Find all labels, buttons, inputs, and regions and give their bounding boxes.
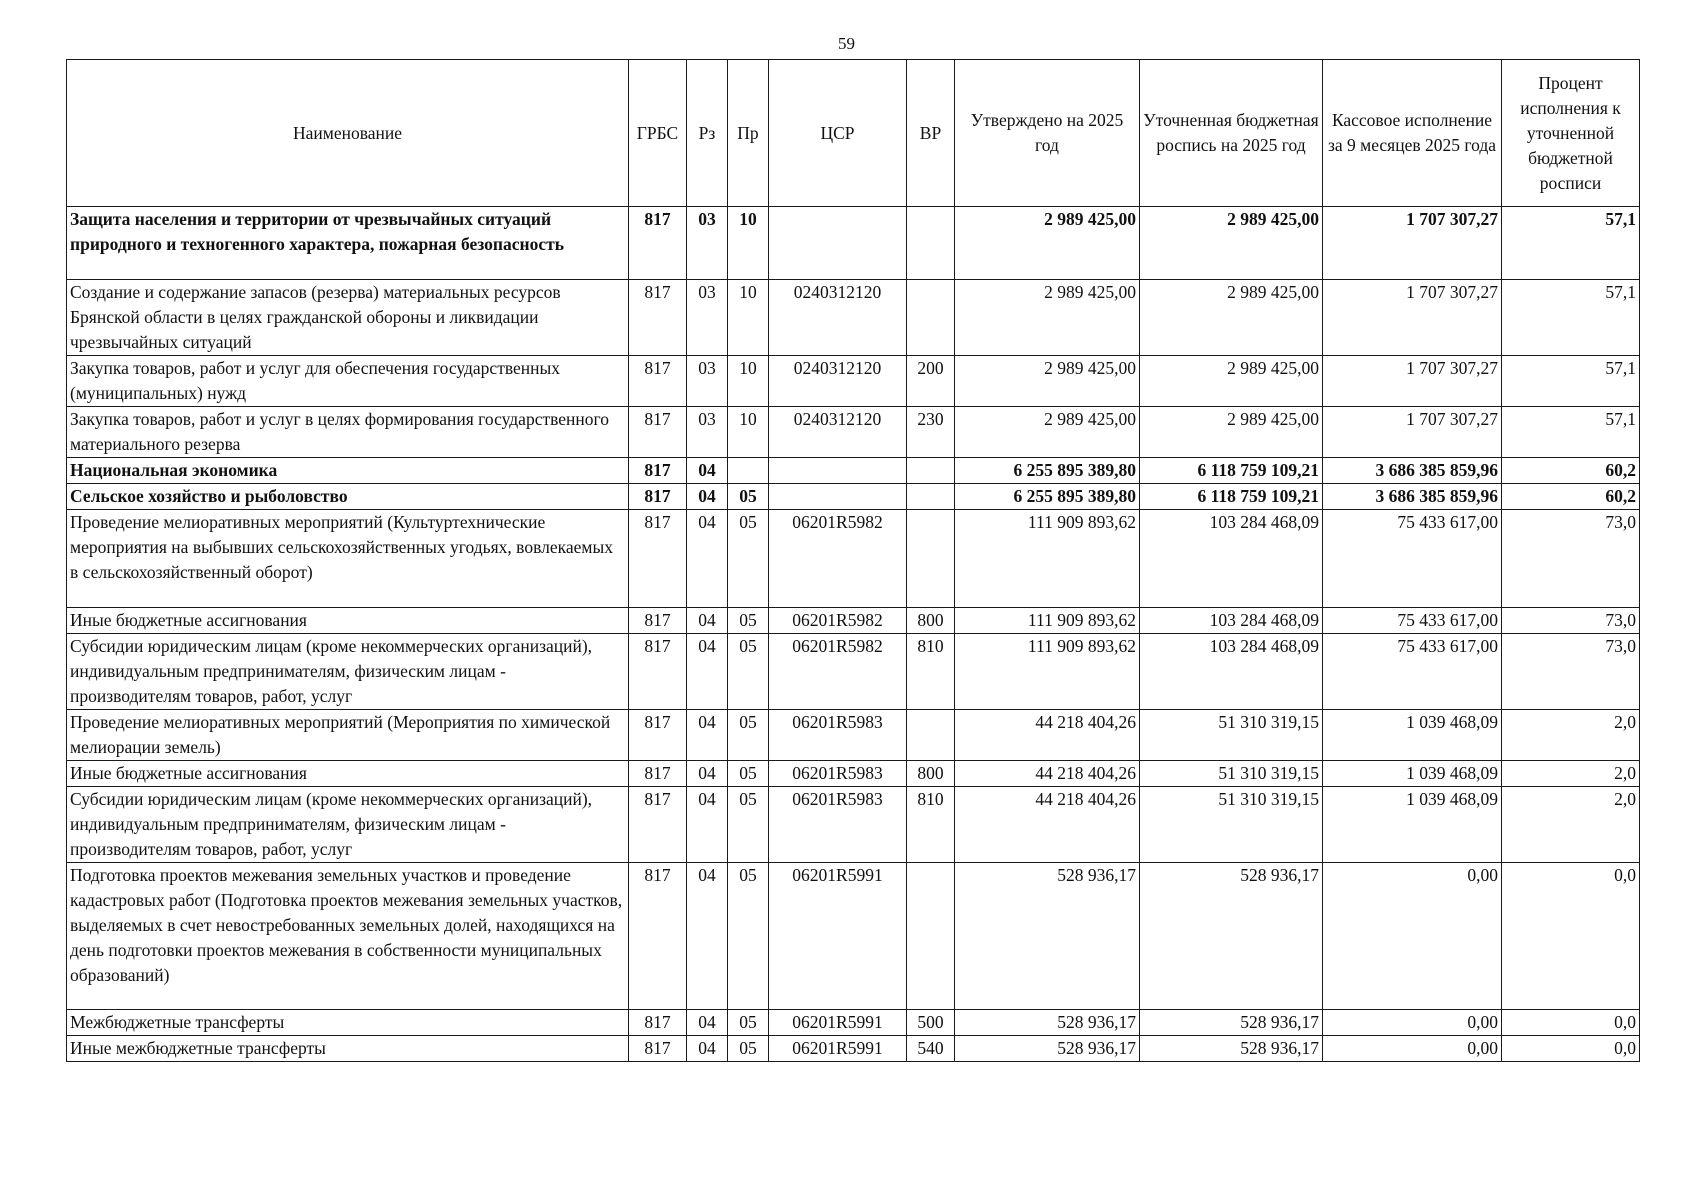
- row-percent: 2,0: [1502, 710, 1640, 761]
- row-csr: 06201R5991: [769, 1010, 907, 1036]
- row-refined: 2 989 425,00: [1140, 280, 1323, 356]
- row-pr: 05: [728, 761, 769, 787]
- row-cash: 75 433 617,00: [1323, 634, 1502, 710]
- row-cash: 75 433 617,00: [1323, 608, 1502, 634]
- row-vr: [907, 710, 955, 761]
- row-grbs: 817: [629, 510, 687, 608]
- row-percent: 57,1: [1502, 407, 1640, 458]
- row-pr: 10: [728, 407, 769, 458]
- row-grbs: 817: [629, 787, 687, 863]
- row-csr: 06201R5982: [769, 510, 907, 608]
- row-pr: 05: [728, 863, 769, 1010]
- row-grbs: 817: [629, 1010, 687, 1036]
- row-grbs: 817: [629, 863, 687, 1010]
- row-percent: 0,0: [1502, 1010, 1640, 1036]
- row-percent: 0,0: [1502, 1036, 1640, 1062]
- row-csr: 06201R5983: [769, 787, 907, 863]
- header-pr: Пр: [728, 60, 769, 207]
- row-vr: [907, 863, 955, 1010]
- row-refined: 6 118 759 109,21: [1140, 458, 1323, 484]
- row-refined: 51 310 319,15: [1140, 710, 1323, 761]
- row-approved: 111 909 893,62: [955, 510, 1140, 608]
- row-cash: 1 707 307,27: [1323, 207, 1502, 280]
- table-row: [67, 207, 1640, 280]
- row-pr: 05: [728, 608, 769, 634]
- row-refined: 2 989 425,00: [1140, 207, 1323, 280]
- table-row: [67, 761, 1640, 787]
- row-grbs: 817: [629, 634, 687, 710]
- row-vr: 500: [907, 1010, 955, 1036]
- header-percent: Процент исполнения к уточненной бюджетной росписи: [1502, 60, 1640, 207]
- row-rz: 03: [687, 280, 728, 356]
- row-cash: 0,00: [1323, 1010, 1502, 1036]
- row-rz: 04: [687, 608, 728, 634]
- table-row: [67, 510, 1640, 608]
- row-rz: 04: [687, 1036, 728, 1062]
- row-approved: 2 989 425,00: [955, 407, 1140, 458]
- row-rz: 04: [687, 1010, 728, 1036]
- row-grbs: 817: [629, 407, 687, 458]
- row-csr: 06201R5991: [769, 1036, 907, 1062]
- row-rz: 03: [687, 407, 728, 458]
- row-vr: 540: [907, 1036, 955, 1062]
- header-approved: Утверждено на 2025 год: [955, 60, 1140, 207]
- table-row: [67, 634, 1640, 710]
- row-pr: 05: [728, 1036, 769, 1062]
- header-name: Наименование: [67, 60, 629, 207]
- row-percent: 57,1: [1502, 280, 1640, 356]
- row-grbs: 817: [629, 356, 687, 407]
- row-cash: 3 686 385 859,96: [1323, 458, 1502, 484]
- row-approved: 111 909 893,62: [955, 634, 1140, 710]
- row-name: Защита населения и территории от чрезвычайных ситуаций природного и техногенного характера, пожарная безопасность: [67, 207, 629, 280]
- header-vr: ВР: [907, 60, 955, 207]
- header-row: [67, 60, 1640, 207]
- row-csr: 06201R5983: [769, 710, 907, 761]
- budget-table: [66, 59, 1640, 1062]
- row-rz: 04: [687, 634, 728, 710]
- row-name: Закупка товаров, работ и услуг для обеспечения государственных (муниципальных) нужд: [67, 356, 629, 407]
- row-rz: 04: [687, 710, 728, 761]
- row-vr: 230: [907, 407, 955, 458]
- row-percent: 60,2: [1502, 484, 1640, 510]
- row-refined: 2 989 425,00: [1140, 356, 1323, 407]
- row-name: Проведение мелиоративных мероприятий (Мероприятия по химической мелиорации земель): [67, 710, 629, 761]
- row-vr: 200: [907, 356, 955, 407]
- row-name: Межбюджетные трансферты: [67, 1010, 629, 1036]
- row-vr: 810: [907, 787, 955, 863]
- row-refined: 103 284 468,09: [1140, 608, 1323, 634]
- row-name: Проведение мелиоративных мероприятий (Культуртехнические мероприятия на выбывших сельскохозяйственных угодьях, вовлекаемых в сельскохозяйственный оборот): [67, 510, 629, 608]
- row-cash: 1 707 307,27: [1323, 280, 1502, 356]
- row-approved: 6 255 895 389,80: [955, 484, 1140, 510]
- row-grbs: 817: [629, 761, 687, 787]
- table-row: [67, 1010, 1640, 1036]
- page-number: 59: [838, 34, 855, 53]
- row-rz: 03: [687, 207, 728, 280]
- row-cash: 1 039 468,09: [1323, 761, 1502, 787]
- header-csr: ЦСР: [769, 60, 907, 207]
- row-name: Национальная экономика: [67, 458, 629, 484]
- row-rz: 04: [687, 787, 728, 863]
- row-vr: 800: [907, 761, 955, 787]
- row-percent: 57,1: [1502, 207, 1640, 280]
- row-grbs: 817: [629, 1036, 687, 1062]
- row-csr: 06201R5982: [769, 608, 907, 634]
- row-csr: [769, 458, 907, 484]
- row-cash: 1 707 307,27: [1323, 407, 1502, 458]
- row-percent: 73,0: [1502, 608, 1640, 634]
- row-csr: [769, 207, 907, 280]
- row-pr: 05: [728, 634, 769, 710]
- header-rz: Рз: [687, 60, 728, 207]
- row-name: Иные бюджетные ассигнования: [67, 761, 629, 787]
- row-vr: [907, 510, 955, 608]
- row-name: Иные бюджетные ассигнования: [67, 608, 629, 634]
- row-name: Иные межбюджетные трансферты: [67, 1036, 629, 1062]
- row-pr: 10: [728, 356, 769, 407]
- row-rz: 04: [687, 761, 728, 787]
- row-csr: 06201R5991: [769, 863, 907, 1010]
- table-row: [67, 710, 1640, 761]
- row-grbs: 817: [629, 608, 687, 634]
- row-refined: 528 936,17: [1140, 1010, 1323, 1036]
- row-approved: 44 218 404,26: [955, 710, 1140, 761]
- row-pr: 05: [728, 787, 769, 863]
- row-rz: 04: [687, 510, 728, 608]
- row-cash: 1 039 468,09: [1323, 710, 1502, 761]
- header-cash: Кассовое исполнение за 9 месяцев 2025 года: [1323, 60, 1502, 207]
- row-pr: [728, 458, 769, 484]
- row-approved: 528 936,17: [955, 863, 1140, 1010]
- row-vr: 800: [907, 608, 955, 634]
- row-name: Закупка товаров, работ и услуг в целях формирования государственного материального резерва: [67, 407, 629, 458]
- row-percent: 0,0: [1502, 863, 1640, 1010]
- row-percent: 73,0: [1502, 510, 1640, 608]
- row-approved: 111 909 893,62: [955, 608, 1140, 634]
- row-cash: 75 433 617,00: [1323, 510, 1502, 608]
- table-row: [67, 280, 1640, 356]
- row-percent: 2,0: [1502, 761, 1640, 787]
- row-cash: 3 686 385 859,96: [1323, 484, 1502, 510]
- row-grbs: 817: [629, 484, 687, 510]
- row-cash: 1 039 468,09: [1323, 787, 1502, 863]
- row-refined: 51 310 319,15: [1140, 761, 1323, 787]
- row-grbs: 817: [629, 207, 687, 280]
- row-csr: 0240312120: [769, 356, 907, 407]
- row-approved: 2 989 425,00: [955, 280, 1140, 356]
- row-approved: 44 218 404,26: [955, 761, 1140, 787]
- row-vr: [907, 207, 955, 280]
- row-pr: 05: [728, 1010, 769, 1036]
- row-grbs: 817: [629, 280, 687, 356]
- row-refined: 103 284 468,09: [1140, 634, 1323, 710]
- row-refined: 2 989 425,00: [1140, 407, 1323, 458]
- row-pr: 05: [728, 484, 769, 510]
- row-name: Подготовка проектов межевания земельных участков и проведение кадастровых работ (Подготовка проектов межевания земельных участков, выделяемых в счет невостребованных земельных долей, находящихся на день подготовки проектов межевания в собственности муниципальных образований): [67, 863, 629, 1010]
- row-percent: 60,2: [1502, 458, 1640, 484]
- row-name: Сельское хозяйство и рыболовство: [67, 484, 629, 510]
- row-refined: 528 936,17: [1140, 863, 1323, 1010]
- row-name: Создание и содержание запасов (резерва) материальных ресурсов Брянской области в целях гражданской обороны и ликвидации чрезвычайных ситуаций: [67, 280, 629, 356]
- row-percent: 57,1: [1502, 356, 1640, 407]
- row-approved: 2 989 425,00: [955, 356, 1140, 407]
- row-approved: 528 936,17: [955, 1036, 1140, 1062]
- row-pr: 10: [728, 207, 769, 280]
- row-rz: 04: [687, 484, 728, 510]
- row-cash: 0,00: [1323, 1036, 1502, 1062]
- table-row: [67, 608, 1640, 634]
- row-csr: 0240312120: [769, 407, 907, 458]
- table-row: [67, 407, 1640, 458]
- row-approved: 6 255 895 389,80: [955, 458, 1140, 484]
- row-cash: 1 707 307,27: [1323, 356, 1502, 407]
- table-row: [67, 1036, 1640, 1062]
- row-cash: 0,00: [1323, 863, 1502, 1010]
- row-refined: 528 936,17: [1140, 1036, 1323, 1062]
- row-approved: 528 936,17: [955, 1010, 1140, 1036]
- row-vr: [907, 484, 955, 510]
- row-rz: 03: [687, 356, 728, 407]
- row-csr: [769, 484, 907, 510]
- row-rz: 04: [687, 458, 728, 484]
- row-csr: 06201R5983: [769, 761, 907, 787]
- row-percent: 73,0: [1502, 634, 1640, 710]
- table-row: [67, 484, 1640, 510]
- row-name: Субсидии юридическим лицам (кроме некоммерческих организаций), индивидуальным предпринимателям, физическим лицам - производителям товаров, работ, услуг: [67, 787, 629, 863]
- row-name: Субсидии юридическим лицам (кроме некоммерческих организаций), индивидуальным предпринимателям, физическим лицам - производителям товаров, работ, услуг: [67, 634, 629, 710]
- row-refined: 6 118 759 109,21: [1140, 484, 1323, 510]
- row-pr: 05: [728, 710, 769, 761]
- table-row: [67, 356, 1640, 407]
- header-grbs: ГРБС: [629, 60, 687, 207]
- table-row: [67, 458, 1640, 484]
- table-row: [67, 863, 1640, 1010]
- row-vr: [907, 458, 955, 484]
- row-approved: 2 989 425,00: [955, 207, 1140, 280]
- row-pr: 05: [728, 510, 769, 608]
- table-row: [67, 787, 1640, 863]
- row-vr: 810: [907, 634, 955, 710]
- row-percent: 2,0: [1502, 787, 1640, 863]
- header-refined: Уточненная бюджетная роспись на 2025 год: [1140, 60, 1323, 207]
- row-grbs: 817: [629, 458, 687, 484]
- row-rz: 04: [687, 863, 728, 1010]
- row-csr: 0240312120: [769, 280, 907, 356]
- row-pr: 10: [728, 280, 769, 356]
- row-refined: 51 310 319,15: [1140, 787, 1323, 863]
- row-vr: [907, 280, 955, 356]
- row-grbs: 817: [629, 710, 687, 761]
- row-approved: 44 218 404,26: [955, 787, 1140, 863]
- row-csr: 06201R5982: [769, 634, 907, 710]
- row-refined: 103 284 468,09: [1140, 510, 1323, 608]
